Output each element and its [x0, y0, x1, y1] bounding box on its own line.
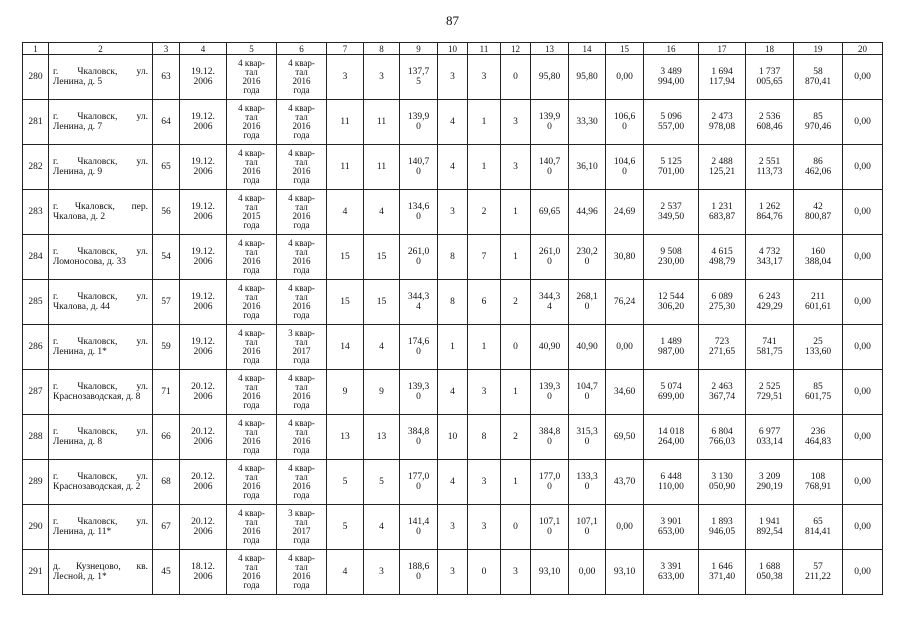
- table-cell: 2 551 113,73: [746, 145, 794, 190]
- table-cell: 54: [153, 235, 180, 280]
- column-header: 5: [227, 43, 277, 55]
- table-cell: 4 квар- тал 2016 года: [227, 280, 277, 325]
- column-header: 12: [501, 43, 531, 55]
- table-cell: 93,10: [531, 550, 569, 595]
- table-cell: 1 941 892,54: [746, 505, 794, 550]
- column-header: 15: [606, 43, 644, 55]
- table-cell: 283: [23, 190, 49, 235]
- table-cell: 4 квар- тал 2016 года: [277, 460, 327, 505]
- table-cell: 4 квар- тал 2016 года: [277, 100, 327, 145]
- table-cell: 12 544 306,20: [644, 280, 699, 325]
- table-cell: 3: [364, 55, 400, 100]
- table-cell: 4 квар- тал 2016 года: [277, 370, 327, 415]
- table-row: [23, 505, 883, 550]
- table-cell: 18.12. 2006: [180, 550, 227, 595]
- table-cell: 4 квар- тал 2016 года: [277, 415, 327, 460]
- table-cell: 2 488 125,21: [699, 145, 746, 190]
- table-cell: 6: [468, 280, 501, 325]
- table-cell: 14: [327, 325, 364, 370]
- table-cell: 108 768,91: [794, 460, 843, 505]
- table-cell: 6 804 766,03: [699, 415, 746, 460]
- column-header: 2: [49, 43, 153, 55]
- table-cell: 290: [23, 505, 49, 550]
- table-cell: 4: [364, 190, 400, 235]
- table-cell: 107,1 0: [531, 505, 569, 550]
- table-cell: 4 квар- тал 2016 года: [277, 190, 327, 235]
- table-cell: 2: [468, 190, 501, 235]
- table-cell: 188,6 0: [400, 550, 438, 595]
- table-cell: 0,00: [843, 415, 883, 460]
- table-cell: 0,00: [843, 280, 883, 325]
- table-cell: 0,00: [606, 325, 644, 370]
- table-cell: 0,00: [569, 550, 606, 595]
- table-cell: 5: [327, 505, 364, 550]
- column-header: 20: [843, 43, 883, 55]
- table-cell: 4: [364, 505, 400, 550]
- table-cell: 0,00: [606, 55, 644, 100]
- table-cell: 4 615 498,79: [699, 235, 746, 280]
- table-cell: 0: [501, 325, 531, 370]
- table-cell: 1: [468, 145, 501, 190]
- table-cell: 43,70: [606, 460, 644, 505]
- table-cell: 76,24: [606, 280, 644, 325]
- table-cell: 3: [438, 190, 468, 235]
- table-cell: 133,3 0: [569, 460, 606, 505]
- table-cell: 19.12. 2006: [180, 325, 227, 370]
- table-cell: 6 977 033,14: [746, 415, 794, 460]
- table-cell: 107,1 0: [569, 505, 606, 550]
- table-row: [23, 415, 883, 460]
- table-cell: 284: [23, 235, 49, 280]
- table-cell: 93,10: [606, 550, 644, 595]
- table-cell: 71: [153, 370, 180, 415]
- table-cell: 0,00: [843, 550, 883, 595]
- table-cell: 4 квар- тал 2016 года: [227, 550, 277, 595]
- table-cell: 13: [364, 415, 400, 460]
- table-cell: 11: [327, 145, 364, 190]
- table-cell: 63: [153, 55, 180, 100]
- table-cell: 230,2 0: [569, 235, 606, 280]
- table-cell: 741 581,75: [746, 325, 794, 370]
- table-cell: 0,00: [606, 505, 644, 550]
- table-cell: 15: [327, 235, 364, 280]
- table-cell: 261,0 0: [531, 235, 569, 280]
- table-cell: 177,0 0: [531, 460, 569, 505]
- table-cell: 36,10: [569, 145, 606, 190]
- table-cell: 8: [468, 415, 501, 460]
- table-cell: 57: [153, 280, 180, 325]
- table-cell: 9: [327, 370, 364, 415]
- table-row: [23, 235, 883, 280]
- table-cell: г. Чкаловск, ул. Краснозаводская, д. 8: [49, 370, 153, 415]
- table-cell: 104,7 0: [569, 370, 606, 415]
- column-header: 4: [180, 43, 227, 55]
- table-cell: 4: [327, 190, 364, 235]
- table-header: [23, 43, 883, 55]
- table-cell: 3: [438, 55, 468, 100]
- table-row: [23, 370, 883, 415]
- table-cell: 0: [468, 550, 501, 595]
- table-cell: 64: [153, 100, 180, 145]
- table-cell: 139,3 0: [531, 370, 569, 415]
- table-cell: 3 квар- тал 2017 года: [277, 325, 327, 370]
- table-row: [23, 550, 883, 595]
- table-cell: г. Чкаловск, ул. Ленина, д. 7: [49, 100, 153, 145]
- table-cell: 106,6 0: [606, 100, 644, 145]
- table-cell: 0,00: [843, 460, 883, 505]
- column-header: 18: [746, 43, 794, 55]
- table-cell: 104,6 0: [606, 145, 644, 190]
- table-row: [23, 145, 883, 190]
- column-header: 10: [438, 43, 468, 55]
- table-cell: 25 133,60: [794, 325, 843, 370]
- table-cell: 3: [438, 550, 468, 595]
- table-cell: 2 463 367,74: [699, 370, 746, 415]
- table-cell: 723 271,65: [699, 325, 746, 370]
- table-cell: 291: [23, 550, 49, 595]
- table-cell: 1 737 005,65: [746, 55, 794, 100]
- table-cell: 261,0 0: [400, 235, 438, 280]
- table-cell: 40,90: [531, 325, 569, 370]
- column-header: 17: [699, 43, 746, 55]
- table-cell: г. Чкаловск, ул. Краснозаводская, д. 2: [49, 460, 153, 505]
- table-cell: 0,00: [843, 145, 883, 190]
- table-cell: 4 квар- тал 2016 года: [227, 370, 277, 415]
- table-cell: 1: [501, 190, 531, 235]
- table-cell: 3: [438, 505, 468, 550]
- table-cell: 384,8 0: [531, 415, 569, 460]
- page-number: 87: [446, 13, 459, 28]
- table-cell: 286: [23, 325, 49, 370]
- table-cell: 3: [501, 145, 531, 190]
- table-row: [23, 280, 883, 325]
- table-cell: 0,00: [843, 55, 883, 100]
- table-cell: 69,65: [531, 190, 569, 235]
- table-cell: г. Чкаловск, ул. Чкалова, д. 44: [49, 280, 153, 325]
- table-cell: 236 464,83: [794, 415, 843, 460]
- table-cell: 66: [153, 415, 180, 460]
- table-cell: г. Чкаловск, ул. Ленина, д. 9: [49, 145, 153, 190]
- column-header: 1: [23, 43, 49, 55]
- table-cell: 5: [327, 460, 364, 505]
- table-cell: 33,30: [569, 100, 606, 145]
- table-cell: 3 130 050,90: [699, 460, 746, 505]
- table-cell: 0: [501, 55, 531, 100]
- table-cell: 4 квар- тал 2016 года: [277, 280, 327, 325]
- table-cell: 19.12. 2006: [180, 145, 227, 190]
- table-cell: 3 489 994,00: [644, 55, 699, 100]
- table-cell: 4 квар- тал 2016 года: [227, 460, 277, 505]
- table-cell: 3: [468, 505, 501, 550]
- table-cell: 134,6 0: [400, 190, 438, 235]
- table-cell: 5 074 699,00: [644, 370, 699, 415]
- table-cell: 24,69: [606, 190, 644, 235]
- table-cell: 45: [153, 550, 180, 595]
- table-cell: 9 508 230,00: [644, 235, 699, 280]
- table-cell: 3: [468, 370, 501, 415]
- table-cell: 3: [364, 550, 400, 595]
- table-cell: 1 231 683,87: [699, 190, 746, 235]
- column-header: 7: [327, 43, 364, 55]
- table-cell: 4 квар- тал 2016 года: [227, 325, 277, 370]
- table-cell: 1 893 946,05: [699, 505, 746, 550]
- table-cell: 4 квар- тал 2016 года: [277, 145, 327, 190]
- table-cell: 288: [23, 415, 49, 460]
- column-header: 3: [153, 43, 180, 55]
- table-cell: 9: [364, 370, 400, 415]
- table-cell: 40,90: [569, 325, 606, 370]
- table-cell: 1: [501, 370, 531, 415]
- table-cell: 2 537 349,50: [644, 190, 699, 235]
- column-header: 9: [400, 43, 438, 55]
- table-cell: 2 473 978,08: [699, 100, 746, 145]
- table-cell: 8: [438, 235, 468, 280]
- table-cell: 19.12. 2006: [180, 100, 227, 145]
- table-cell: 1: [501, 235, 531, 280]
- table-row: [23, 460, 883, 505]
- table-cell: 3 391 633,00: [644, 550, 699, 595]
- table-cell: 4 квар- тал 2016 года: [277, 235, 327, 280]
- table-cell: 15: [364, 235, 400, 280]
- table-cell: 44,96: [569, 190, 606, 235]
- table-cell: 34,60: [606, 370, 644, 415]
- table-row: [23, 190, 883, 235]
- table-cell: 344,3 4: [400, 280, 438, 325]
- table-cell: 140,7 0: [400, 145, 438, 190]
- table-cell: 4 квар- тал 2016 года: [227, 55, 277, 100]
- table-cell: 5: [364, 460, 400, 505]
- column-header: 16: [644, 43, 699, 55]
- table-cell: г. Чкаловск, ул. Ленина, д. 5: [49, 55, 153, 100]
- table-cell: г. Чкаловск, ул. Ленина, д. 11*: [49, 505, 153, 550]
- housing-register-table: [22, 42, 883, 595]
- table-cell: 19.12. 2006: [180, 280, 227, 325]
- table-cell: 139,3 0: [400, 370, 438, 415]
- table-cell: 2: [501, 415, 531, 460]
- table-cell: 10: [438, 415, 468, 460]
- table-cell: 4: [364, 325, 400, 370]
- table-cell: 85 601,75: [794, 370, 843, 415]
- table-cell: 20.12. 2006: [180, 370, 227, 415]
- table-cell: 30,80: [606, 235, 644, 280]
- table-cell: 1: [468, 325, 501, 370]
- table-cell: 3: [327, 55, 364, 100]
- table-cell: 4 квар- тал 2016 года: [277, 55, 327, 100]
- table-cell: 4: [438, 370, 468, 415]
- table-cell: 19.12. 2006: [180, 55, 227, 100]
- table-cell: 0,00: [843, 325, 883, 370]
- table-cell: 6 448 110,00: [644, 460, 699, 505]
- table-cell: 1 262 864,76: [746, 190, 794, 235]
- table-cell: 4 квар- тал 2016 года: [227, 145, 277, 190]
- table-cell: 289: [23, 460, 49, 505]
- table-cell: 86 462,06: [794, 145, 843, 190]
- table-cell: 3 209 290,19: [746, 460, 794, 505]
- column-header: 13: [531, 43, 569, 55]
- table-cell: 315,3 0: [569, 415, 606, 460]
- table-cell: 2 536 608,46: [746, 100, 794, 145]
- table-cell: 268,1 0: [569, 280, 606, 325]
- table-cell: 42 800,87: [794, 190, 843, 235]
- table-cell: 3: [501, 100, 531, 145]
- table-cell: 4 квар- тал 2016 года: [277, 550, 327, 595]
- table-cell: 20.12. 2006: [180, 460, 227, 505]
- table-cell: 282: [23, 145, 49, 190]
- table-cell: 139,9 0: [531, 100, 569, 145]
- table-cell: 281: [23, 100, 49, 145]
- table-cell: г. Чкаловск, пер. Чкалова, д. 2: [49, 190, 153, 235]
- table-cell: 68: [153, 460, 180, 505]
- table-cell: 11: [364, 100, 400, 145]
- table-cell: 211 601,61: [794, 280, 843, 325]
- table-cell: г. Чкаловск, ул. Ленина, д. 1*: [49, 325, 153, 370]
- table-cell: 0,00: [843, 235, 883, 280]
- table-cell: 67: [153, 505, 180, 550]
- table-row: [23, 325, 883, 370]
- table-cell: 19.12. 2006: [180, 190, 227, 235]
- table-cell: 1 646 371,40: [699, 550, 746, 595]
- table-cell: 4 квар- тал 2015 года: [227, 190, 277, 235]
- table-cell: 280: [23, 55, 49, 100]
- table-cell: 59: [153, 325, 180, 370]
- table-cell: 56: [153, 190, 180, 235]
- table-cell: 1: [468, 100, 501, 145]
- table-cell: 2 525 729,51: [746, 370, 794, 415]
- table-cell: 4: [438, 460, 468, 505]
- table-cell: 15: [327, 280, 364, 325]
- table-cell: 1 688 050,38: [746, 550, 794, 595]
- table-cell: 4 732 343,17: [746, 235, 794, 280]
- table-cell: 6 089 275,30: [699, 280, 746, 325]
- table-cell: 384,8 0: [400, 415, 438, 460]
- table-cell: 95,80: [531, 55, 569, 100]
- table-cell: 58 870,41: [794, 55, 843, 100]
- table-row: [23, 55, 883, 100]
- table-cell: 4: [438, 145, 468, 190]
- table-cell: 13: [327, 415, 364, 460]
- table-cell: 140,7 0: [531, 145, 569, 190]
- table-cell: 65: [153, 145, 180, 190]
- table-cell: 344,3 4: [531, 280, 569, 325]
- table-cell: 8: [438, 280, 468, 325]
- table-cell: 3: [468, 460, 501, 505]
- table-cell: 4 квар- тал 2016 года: [227, 505, 277, 550]
- column-header: 8: [364, 43, 400, 55]
- table-cell: 139,9 0: [400, 100, 438, 145]
- table-cell: 287: [23, 370, 49, 415]
- table-row: [23, 100, 883, 145]
- table-cell: 3: [501, 550, 531, 595]
- table-cell: 11: [327, 100, 364, 145]
- table-cell: 95,80: [569, 55, 606, 100]
- table-cell: 4 квар- тал 2016 года: [227, 100, 277, 145]
- table-cell: 14 018 264,00: [644, 415, 699, 460]
- table-cell: 1 489 987,00: [644, 325, 699, 370]
- table-cell: 3 квар- тал 2017 года: [277, 505, 327, 550]
- table-cell: 4 квар- тал 2016 года: [227, 415, 277, 460]
- table-cell: г. Чкаловск, ул. Ломоносова, д. 33: [49, 235, 153, 280]
- table-cell: 6 243 429,29: [746, 280, 794, 325]
- table-cell: 0,00: [843, 370, 883, 415]
- table-cell: 20.12. 2006: [180, 505, 227, 550]
- table-cell: 0,00: [843, 505, 883, 550]
- table-cell: 285: [23, 280, 49, 325]
- table-cell: 0,00: [843, 100, 883, 145]
- table-cell: 19.12. 2006: [180, 235, 227, 280]
- table-cell: 85 970,46: [794, 100, 843, 145]
- header-row: [23, 43, 883, 55]
- table-cell: 3 901 653,00: [644, 505, 699, 550]
- table-cell: 4: [438, 100, 468, 145]
- table-cell: 2: [501, 280, 531, 325]
- table-cell: д. Кузнецово, кв. Лесной, д. 1*: [49, 550, 153, 595]
- column-header: 6: [277, 43, 327, 55]
- table-cell: 4 квар- тал 2016 года: [227, 235, 277, 280]
- column-header: 14: [569, 43, 606, 55]
- table-cell: 1 694 117,94: [699, 55, 746, 100]
- table-cell: 3: [468, 55, 501, 100]
- table-cell: 177,0 0: [400, 460, 438, 505]
- table-cell: 160 388,04: [794, 235, 843, 280]
- table-cell: 11: [364, 145, 400, 190]
- column-header: 11: [468, 43, 501, 55]
- table-cell: 141,4 0: [400, 505, 438, 550]
- table-cell: 20.12. 2006: [180, 415, 227, 460]
- table-cell: 5 096 557,00: [644, 100, 699, 145]
- table-cell: 57 211,22: [794, 550, 843, 595]
- table-cell: 65 814,41: [794, 505, 843, 550]
- table-cell: 4: [327, 550, 364, 595]
- table-cell: 0,00: [843, 190, 883, 235]
- table-cell: 1: [501, 460, 531, 505]
- column-header: 19: [794, 43, 843, 55]
- table-cell: 69,50: [606, 415, 644, 460]
- table-cell: 0: [501, 505, 531, 550]
- table-cell: 7: [468, 235, 501, 280]
- table-body: [23, 55, 883, 595]
- table-cell: г. Чкаловск, ул. Ленина, д. 8: [49, 415, 153, 460]
- table-cell: 15: [364, 280, 400, 325]
- table-cell: 1: [438, 325, 468, 370]
- table-cell: 137,7 5: [400, 55, 438, 100]
- table-cell: 174,6 0: [400, 325, 438, 370]
- table-cell: 5 125 701,00: [644, 145, 699, 190]
